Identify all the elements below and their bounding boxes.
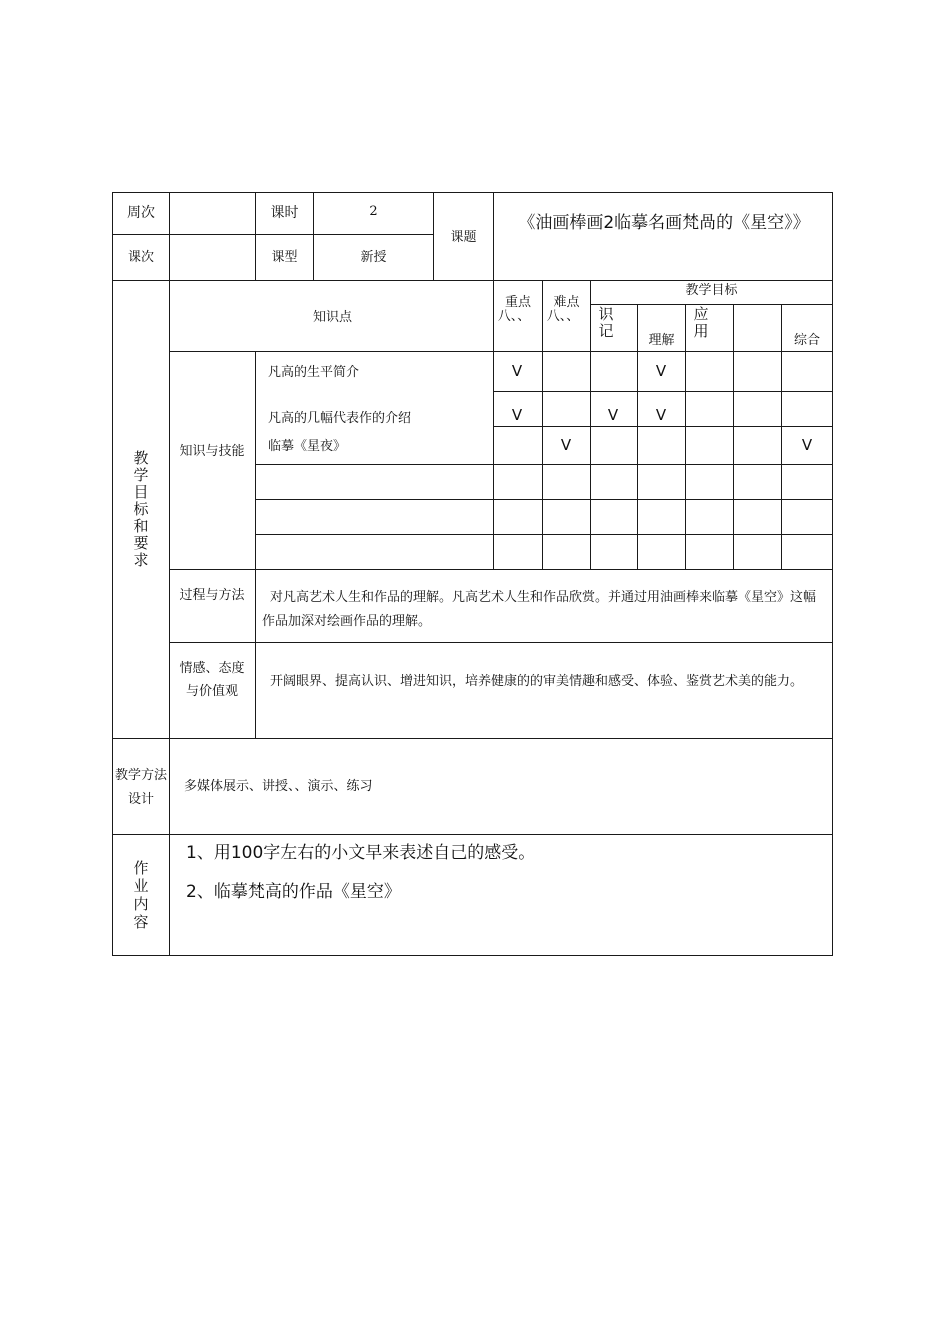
hours-value: 2 (369, 204, 378, 219)
topic-value: 《油画棒画2临摹名画梵咼的《星空》》 (518, 213, 810, 233)
emotion-text: 开阔眼界、提高认识、增进知识，培养健康的的审美情趣和感受、体验、鉴赏艺术美的能力。 (270, 674, 804, 689)
key-point-header: 重点 (504, 295, 531, 310)
knowledge-item-name: 临摹《星夜》 (268, 439, 347, 454)
understand-mark: V (655, 362, 667, 380)
homework-label: 作业内容 (133, 859, 149, 931)
knowledge-point-header: 知识点 (312, 310, 352, 325)
process-label: 过程与方法 (179, 588, 245, 603)
difficult-point-mark: V (560, 436, 572, 454)
week-label: 周次 (127, 205, 155, 221)
method-text: 多媒体展示、讲授、、演示、练习 (184, 779, 373, 794)
difficult-point-header: 难点 (553, 295, 580, 310)
process-text: 对凡高艺术人生和作品的理解。凡高艺术人生和作品欣赏。并通过用油画棒来临摹《星空》这幅作品加深对绘画作品的理解。 (262, 590, 817, 629)
key-point-mark: V (511, 406, 523, 424)
method-label: 教学方法设计 (114, 768, 167, 807)
lesson-type-value: 新授 (360, 250, 387, 265)
goal-level-understand: 理解 (648, 333, 675, 348)
understand-mark: V (655, 406, 667, 424)
emotion-label: 情感、态度与价值观 (179, 661, 245, 699)
knowledge-item-name: 凡高的几幅代表作的介绍 (268, 411, 412, 426)
topic-label: 课题 (450, 230, 477, 245)
key-point-extra: 八、、 (497, 309, 531, 324)
memorize-mark: V (607, 406, 619, 424)
goal-level-memorize: 识记 (598, 305, 614, 340)
key-point-mark: V (511, 362, 523, 380)
goal-level-synthesis: 综合 (793, 333, 820, 348)
hours-label: 课时 (270, 205, 299, 221)
difficult-point-extra: 八、、 (546, 309, 580, 324)
knowledge-item-name: 凡高的生平简介 (268, 365, 360, 380)
homework-item: 2、临摹梵高的作品《星空》 (186, 882, 401, 902)
objectives-section-label: 教学目标和要求 (133, 449, 149, 569)
lesson-number-label: 课次 (127, 250, 154, 265)
homework-item: 1、用100字左右的小文早来表述自己的感受。 (186, 843, 536, 863)
teaching-goal-header: 教学目标 (685, 283, 738, 298)
goal-level-apply: 应用 (693, 305, 709, 340)
skills-label: 知识与技能 (179, 444, 245, 459)
lesson-type-label: 课型 (271, 250, 298, 265)
synthesis-mark: V (801, 436, 813, 454)
